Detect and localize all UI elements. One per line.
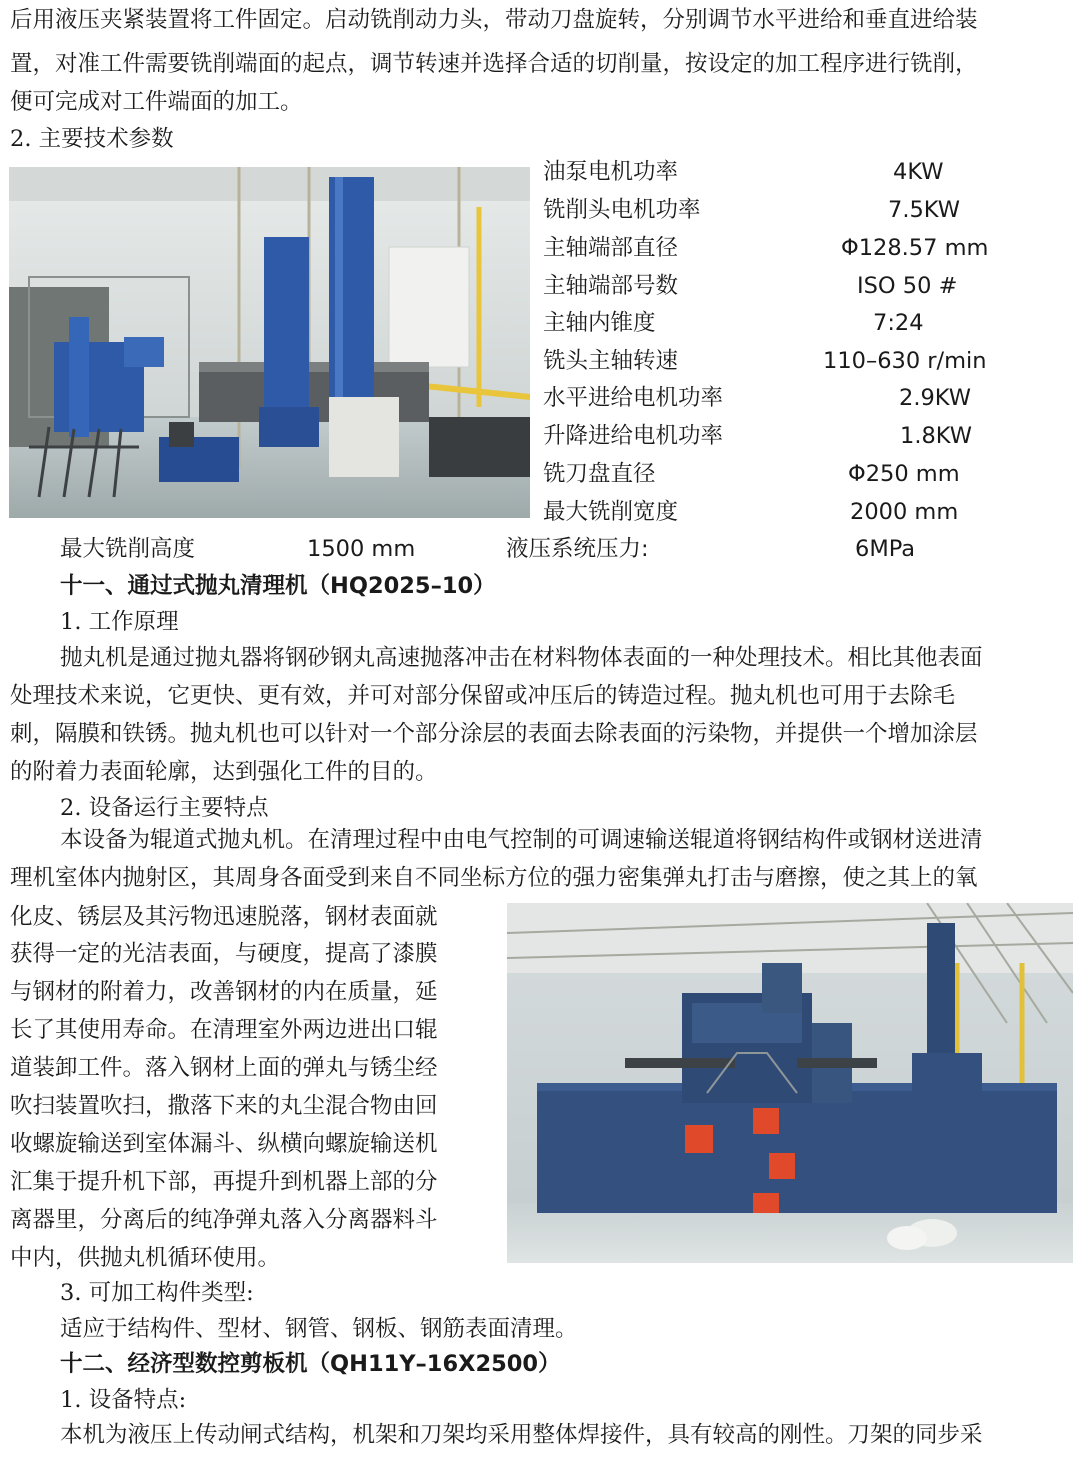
subsection-title: 3. 可加工构件类型: [60,1280,254,1306]
spec-value: 4KW [893,159,944,185]
spec-label: 主轴内锥度 [543,310,656,336]
params-title: 2. 主要技术参数 [10,126,174,152]
section-title: 十一、通过式抛丸清理机（HQ2025–10） [60,573,496,599]
body-line: 获得一定的光洁表面，与硬度，提高了漆膜 [10,941,438,967]
shot-blast-machine-photo [507,903,1073,1263]
spec-row [543,343,1073,381]
spec-value: 6MPa [855,536,916,562]
body-line: 处理技术来说，它更快、更有效，并可对部分保留或冲压后的铸造过程。抛丸机也可用于去除毛 [10,683,956,709]
subsection-title: 2. 设备运行主要特点 [60,795,269,821]
spec-row [543,418,1073,456]
spec-label: 主轴端部号数 [543,273,679,299]
spec-value: 1500 mm [307,536,416,562]
body-line: 抛丸机是通过抛丸器将钢砂钢丸高速抛落冲击在材料物体表面的一种处理技术。相比其他表面 [60,645,983,671]
spec-value: 2000 mm [850,499,959,525]
spec-label: 最大铣削高度 [60,536,196,562]
spec-label: 铣刀盘直径 [543,461,656,487]
spec-value: Φ128.57 mm [841,235,989,261]
body-line: 道装卸工件。落入钢材上面的弹丸与锈尘经 [10,1055,438,1081]
body-line: 本设备为辊道式抛丸机。在清理过程中由电气控制的可调速输送辊道将钢结构件或钢材送进清 [60,827,983,853]
body-line: 吹扫装置吹扫，撒落下来的丸尘混合物由回 [10,1093,438,1119]
spec-label: 水平进给电机功率 [543,385,724,411]
section-title: 十二、经济型数控剪板机（QH11Y–16X2500） [60,1351,561,1377]
intro-line: 后用液压夹紧装置将工件固定。启动铣削动力头，带动刀盘旋转，分别调节水平进给和垂直进给装 [10,7,978,33]
spec-label: 油泵电机功率 [543,159,679,185]
spec-row [543,268,1073,306]
spec-value: 2.9KW [899,385,971,411]
spec-value: 7:24 [873,310,924,336]
spec-value: 7.5KW [888,197,960,223]
spec-label: 最大铣削宽度 [543,499,679,525]
body-line: 与钢材的附着力，改善钢材的内在质量，延 [10,979,438,1005]
body-line: 适应于结构件、型材、钢管、钢板、钢筋表面清理。 [60,1316,578,1342]
body-line: 长了其使用寿命。在清理室外两边进出口辊 [10,1017,438,1043]
body-line: 的附着力表面轮廓，达到强化工件的目的。 [10,759,438,785]
spec-row [543,154,1073,192]
spec-label: 升降进给电机功率 [543,423,724,449]
spec-value: 110–630 r/min [823,348,987,374]
spec-row [543,456,1073,494]
body-line: 汇集于提升机下部，再提升到机器上部的分 [10,1169,438,1195]
spec-label: 铣头主轴转速 [543,348,679,374]
body-line: 离器里，分离后的纯净弹丸落入分离器料斗 [10,1207,438,1233]
spec-label: 主轴端部直径 [543,235,679,261]
spec-row [543,192,1073,230]
spec-row [543,305,1073,343]
intro-line: 便可完成对工件端面的加工。 [10,89,303,115]
spec-row [543,230,1073,268]
milling-machine-photo [9,167,530,518]
body-line: 收螺旋输送到室体漏斗、纵横向螺旋输送机 [10,1131,438,1157]
subsection-title: 1. 工作原理 [60,609,179,635]
spec-label: 铣削头电机功率 [543,197,701,223]
subsection-title: 1. 设备特点: [60,1387,187,1413]
body-line: 中内，供抛丸机循环使用。 [10,1245,281,1271]
spec-value: ISO 50 # [857,273,958,299]
spec-row [543,380,1073,418]
body-line: 本机为液压上传动闸式结构，机架和刀架均采用整体焊接件，具有较高的刚性。刀架的同步采 [60,1422,983,1448]
spec-row [543,494,1073,532]
spec-value: 1.8KW [900,423,972,449]
body-line: 化皮、锈层及其污物迅速脱落，钢材表面就 [10,904,438,930]
spec-label: 液压系统压力: [506,536,649,562]
spec-row [0,531,1080,569]
body-line: 理机室体内抛射区，其周身各面受到来自不同坐标方位的强力密集弹丸打击与磨擦，使之其上的氧 [10,865,978,891]
spec-value: Φ250 mm [848,461,960,487]
body-line: 刺，隔膜和铁锈。抛丸机也可以针对一个部分涂层的表面去除表面的污染物，并提供一个增加涂层 [10,721,978,747]
intro-line: 置，对准工件需要铣削端面的起点，调节转速并选择合适的切削量，按设定的加工程序进行铣削， [10,51,978,77]
